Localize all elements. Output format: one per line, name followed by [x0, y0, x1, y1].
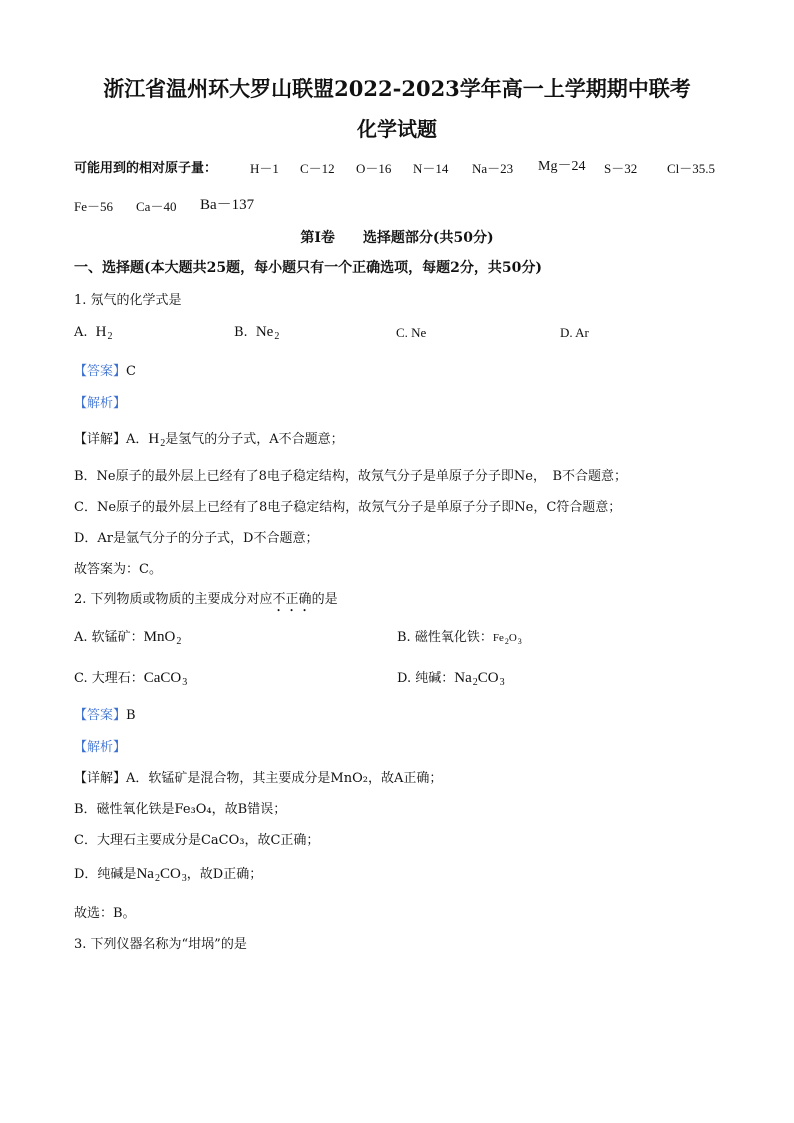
q2-detail-line-a [74, 767, 442, 786]
q2-stem-pre: 2. 下列物质或物质的主要成分对应 [74, 592, 273, 607]
atomic-mass-cl: Cl－35.5 [667, 161, 716, 176]
q1-option-a [74, 324, 113, 342]
q2-detail-line-b: B．磁性氧化铁是Fe₃O₄，故B错误； [74, 802, 287, 817]
q1-analysis-tag: 【解析】 [74, 396, 127, 411]
q2-detail-line-d [74, 863, 262, 884]
q1-option-b [234, 324, 279, 342]
atomic-mass-s: S－32 [604, 161, 638, 176]
q2-option-a-label: A. 软锰矿： [74, 630, 144, 645]
q2-option-b-mid: O [508, 632, 517, 644]
q2-option-b-sub2: 3 [517, 637, 522, 646]
q1-option-d: D. Ar [560, 325, 589, 340]
q2-detail-a-text: A．软锰矿是混合物，其主要成分是MnO₂，故A正确； [126, 771, 443, 786]
q2-detail-d-pre: D．纯碱是 [74, 867, 137, 882]
q2-conclusion: 故选：B。 [74, 906, 136, 921]
atomic-mass-ca: Ca－40 [136, 199, 177, 214]
q2-option-d-sub1: 2 [472, 677, 478, 688]
q2-option-a-main: MnO [143, 629, 176, 645]
q2-answer-tag: 【答案】 [74, 708, 127, 723]
q2-stem-post: 的是 [311, 592, 338, 607]
q2-detail-tag: 【详解】 [74, 771, 127, 786]
q2-answer [74, 704, 136, 723]
q1-detail-a-formula [148, 431, 165, 447]
q2-detail-d-formula [136, 866, 186, 882]
q2-option-b [397, 626, 522, 646]
atomic-mass-mg: Mg－24 [538, 159, 586, 174]
q1-answer-value: C [126, 364, 136, 379]
q1-option-b-main: Ne [255, 324, 274, 340]
q1-option-c: C. Ne [396, 325, 427, 340]
q2-detail-d-sub2: 3 [181, 873, 187, 884]
atomic-mass-label: 可能用到的相对原子量： [74, 161, 218, 176]
section-title: 第Ⅰ卷 选择题部分(共50分) [300, 230, 494, 246]
q2-option-d [397, 667, 505, 688]
atomic-mass-fe: Fe－56 [74, 199, 114, 214]
q2-option-c-label: C. 大理石： [74, 671, 144, 686]
q1-detail-line-b: B．Ne原子的最外层上已经有了8电子稳定结构，故氖气分子是单原子分子即Ne， B不合题意； [74, 469, 628, 484]
q2-option-d-formula [454, 670, 504, 686]
q1-option-a-formula [96, 324, 113, 340]
q1-detail-a-sub: 2 [160, 438, 166, 449]
q1-detail-line-a [74, 428, 344, 449]
q2-option-c-sub: 3 [182, 677, 188, 688]
q1-conclusion: 故答案为：C。 [74, 562, 162, 577]
q2-answer-value: B [126, 708, 136, 723]
q1-detail-a-main: H [148, 431, 160, 447]
q2-detail-line-c: C．大理石主要成分是CaCO₃，故C正确； [74, 833, 320, 848]
q1-option-a-label: A. [74, 325, 88, 340]
q2-detail-d-main2: CO [159, 866, 181, 882]
q3-stem: 3. 下列仪器名称为“坩埚”的是 [74, 937, 247, 952]
q1-answer-tag: 【答案】 [74, 364, 127, 379]
document-subtitle: 化学试题 [357, 117, 437, 141]
q1-option-b-sub: 2 [274, 331, 280, 342]
q2-option-c [74, 667, 187, 688]
q2-option-b-sub1: 2 [504, 637, 509, 646]
q2-option-a-sub: 2 [176, 636, 182, 647]
q2-option-b-label: B. 磁性氧化铁： [397, 630, 493, 645]
q1-detail-tag: 【详解】 [74, 432, 127, 447]
q2-option-a-formula [144, 629, 182, 645]
atomic-mass-n: N－14 [413, 161, 449, 176]
q2-option-d-main2: CO [477, 670, 499, 686]
atomic-mass-h: H－1 [250, 161, 279, 176]
q2-detail-d-sub1: 2 [154, 873, 160, 884]
q1-option-a-sub: 2 [107, 331, 113, 342]
q2-option-a [74, 626, 181, 647]
q2-option-d-main1: Na [454, 670, 472, 686]
q2-option-c-formula [144, 670, 188, 686]
part-heading: 一、选择题(本大题共25题，每小题只有一个正确选项，每题2分，共50分) [74, 260, 542, 276]
q2-analysis-tag: 【解析】 [74, 740, 127, 755]
q1-option-b-formula [256, 324, 280, 340]
q1-detail-line-d: D．Ar是氩气分子的分子式，D不合题意； [74, 531, 319, 546]
q1-option-a-main: H [95, 324, 107, 340]
q2-option-b-main: Fe [492, 632, 504, 644]
q2-option-b-formula [493, 632, 522, 644]
q2-stem-emphasis: 不正确 [272, 592, 312, 607]
q2-detail-d-post: ，故D正确； [186, 867, 263, 882]
q1-option-b-label: B. [234, 325, 248, 340]
atomic-mass-o: O－16 [356, 161, 392, 176]
q2-stem [74, 588, 338, 615]
document-title: 浙江省温州环大罗山联盟2022-2023学年高一上学期期中联考 [103, 76, 691, 101]
q2-option-d-label: D. 纯碱： [397, 671, 455, 686]
q1-detail-a-post: 是氢气的分子式，A不合题意； [165, 432, 344, 447]
q1-detail-a-pre: A． [126, 432, 149, 447]
q1-answer [74, 360, 136, 379]
atomic-mass-na: Na－23 [472, 161, 514, 176]
q2-option-d-sub2: 3 [499, 677, 505, 688]
q2-detail-d-main1: Na [136, 866, 154, 882]
q1-stem: 1. 氖气的化学式是 [74, 293, 182, 308]
q1-detail-line-c: C．Ne原子的最外层上已经有了8电子稳定结构，故氖气分子是单原子分子即Ne，C符合题意； [74, 500, 622, 515]
atomic-mass-c: C－12 [300, 161, 335, 176]
q2-option-c-main: CaCO [143, 670, 182, 686]
atomic-mass-ba: Ba－137 [200, 197, 255, 213]
